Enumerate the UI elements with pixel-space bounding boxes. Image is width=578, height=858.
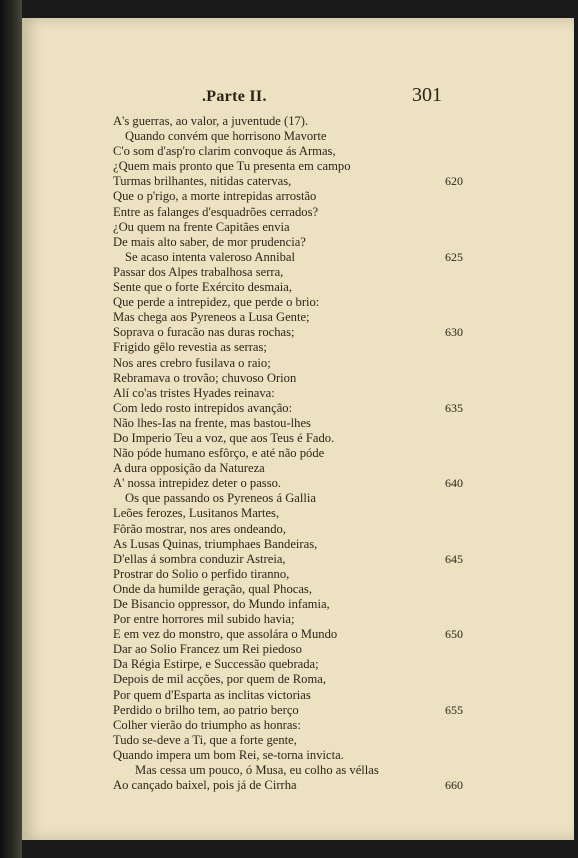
verse-line xyxy=(113,295,553,310)
verse-line xyxy=(113,371,553,386)
verse-line xyxy=(113,325,553,340)
line-number: 640 xyxy=(445,476,463,491)
verse-line xyxy=(113,340,553,355)
verse-line xyxy=(113,220,553,235)
verse-line xyxy=(113,703,553,718)
verse-text: Ao cançado baixel, pois já de Cirrha xyxy=(113,778,297,793)
verse-line xyxy=(113,506,553,521)
verse-line xyxy=(113,431,553,446)
verse-line xyxy=(113,688,553,703)
verse-line xyxy=(113,552,553,567)
verse-line xyxy=(113,537,553,552)
verse-text: Por entre horrores mil subido havia; xyxy=(113,612,295,627)
verse-text: Entre as falanges d'esquadrões cerrados? xyxy=(113,204,319,219)
verse-line xyxy=(113,401,553,416)
verse-text: A' nossa intrepidez deter o passo. xyxy=(113,476,282,491)
verse-line xyxy=(113,476,553,491)
line-number: 635 xyxy=(445,400,463,415)
verse-line xyxy=(113,597,553,612)
verse-text: Não lhes-Ias na frente, mas bastou-lhes xyxy=(113,415,311,430)
verse-line xyxy=(113,672,553,687)
verse-text: De Bisancio oppressor, do Mundo infamia, xyxy=(113,597,330,611)
line-number: 620 xyxy=(445,174,463,189)
verse-text: Nos ares crebro fusilava o raio; xyxy=(113,355,271,370)
verse-line xyxy=(113,461,553,476)
verse-text: ¿Ou quem na frente Capitães envia xyxy=(113,219,290,234)
verse-line xyxy=(113,310,553,325)
verse-text: De mais alto saber, de mor prudencia? xyxy=(113,234,306,249)
verse-text: Quando convém que horrisono Mavorte xyxy=(125,129,327,144)
verse-text: Não póde humano esfôrço, e até não póde xyxy=(113,446,325,461)
verse-line xyxy=(113,114,553,129)
verse-line xyxy=(113,205,553,220)
verse-text: As Lusas Quinas, triumphaes Bandeiras, xyxy=(113,536,318,551)
line-number: 650 xyxy=(445,627,463,642)
verse-text: Mas cessa um pouco, ó Musa, eu colho as véllas xyxy=(135,763,379,778)
verse-text: Que perde a intrepidez, que perde o brio: xyxy=(113,295,320,310)
page-number: 301 xyxy=(412,84,442,106)
verse-text: Mas chega aos Pyreneos a Lusa Gente; xyxy=(113,310,310,325)
verse-line xyxy=(113,582,553,597)
verse-text: Passar dos Alpes trabalhosa serra, xyxy=(113,264,284,279)
verse-line xyxy=(113,522,553,537)
verse-line xyxy=(113,356,553,371)
verse-text: Depois de mil acções, por quem de Roma, xyxy=(113,672,326,687)
verse-text: Do Imperio Teu a voz, que aos Teus é Fado. xyxy=(113,430,335,445)
verse-line xyxy=(113,612,553,627)
verse-line xyxy=(113,778,553,793)
verse-text: Se acaso intenta valeroso Annibal xyxy=(125,249,295,264)
line-number: 655 xyxy=(445,702,463,717)
verse-text: A dura opposição da Natureza xyxy=(113,461,265,476)
verse-text: Prostrar do Solio o perfido tiranno, xyxy=(113,566,290,581)
verse-line xyxy=(113,189,553,204)
verse-line xyxy=(113,718,553,733)
verse-text: ¿Quem mais pronto que Tu presenta em campo xyxy=(113,159,351,174)
verse-text: Frigido gêlo revestia as serras; xyxy=(113,340,267,355)
verse-text: Onde da humilde geração, qual Phocas, xyxy=(113,581,312,596)
verse-line xyxy=(113,733,553,748)
line-number: 645 xyxy=(445,551,463,566)
verse-line xyxy=(113,748,553,763)
verse-text: Colher vierão do triumpho as honras: xyxy=(113,717,301,732)
verse-text: Tudo se-deve a Ti, que a forte gente, xyxy=(113,732,297,747)
verse-text: Por quem d'Esparta as inclitas victorias xyxy=(113,687,311,702)
verse-line xyxy=(113,642,553,657)
verse-line xyxy=(113,250,553,265)
verse-line xyxy=(113,446,553,461)
line-number: 630 xyxy=(445,325,463,340)
verse-text: Os que passando os Pyreneos á Gallia xyxy=(125,491,316,506)
verse-text: D'ellas á sombra conduzir Astreia, xyxy=(113,551,286,566)
verse-line xyxy=(113,627,553,642)
verse-text: Sente que o forte Exército desmaia, xyxy=(113,280,293,295)
verse-line xyxy=(113,763,553,778)
verse-line xyxy=(113,159,553,174)
running-head: .Parte II. xyxy=(202,88,267,105)
verse-text: Rebramava o trovão; chuvoso Orion xyxy=(113,370,297,385)
line-number: 625 xyxy=(445,249,463,264)
verse-line xyxy=(113,144,553,159)
verse-text: Soprava o furacão nas duras rochas; xyxy=(113,325,295,340)
verse-text: Alí co'as tristes Hyades reinava: xyxy=(113,385,275,400)
verse-text: Turmas brilhantes, nitidas catervas, xyxy=(113,174,292,189)
verse-line xyxy=(113,174,553,189)
page-header xyxy=(22,84,574,112)
verse-text: Da Régia Estirpe, e Successão quebrada; xyxy=(113,657,319,672)
verse-text: Que o p'rigo, a morte intrepidas arrostão xyxy=(113,189,317,204)
verse-text: Dar ao Solio Francez um Rei piedoso xyxy=(113,642,302,657)
verse-line xyxy=(113,280,553,295)
verse-line xyxy=(113,129,553,144)
verse-text: Fôrão mostrar, nos ares ondeando, xyxy=(113,521,286,536)
verse-line xyxy=(113,265,553,280)
verse-text: C'o som d'asp'ro clarim convoque ás Armas, xyxy=(113,144,336,159)
verse-line xyxy=(113,567,553,582)
line-number: 660 xyxy=(445,778,463,793)
verse-text: A's guerras, ao valor, a juventude (17). xyxy=(113,114,309,128)
verse-text: E em vez do monstro, que assolára o Mundo xyxy=(113,627,338,642)
verse-line xyxy=(113,235,553,250)
verse-line xyxy=(113,491,553,506)
verse-text: Com ledo rosto intrepidos avanção: xyxy=(113,400,293,415)
verse-text: Perdido o brilho tem, ao patrio berço xyxy=(113,702,299,717)
book-page xyxy=(22,18,574,840)
poem-verses xyxy=(113,114,553,793)
verse-line xyxy=(113,657,553,672)
book-spine-shadow xyxy=(0,0,22,858)
verse-text: Quando impera um bom Rei, se-torna invicta. xyxy=(113,747,344,762)
verse-text: Leões ferozes, Lusitanos Martes, xyxy=(113,506,280,521)
verse-line xyxy=(113,386,553,401)
verse-line xyxy=(113,416,553,431)
